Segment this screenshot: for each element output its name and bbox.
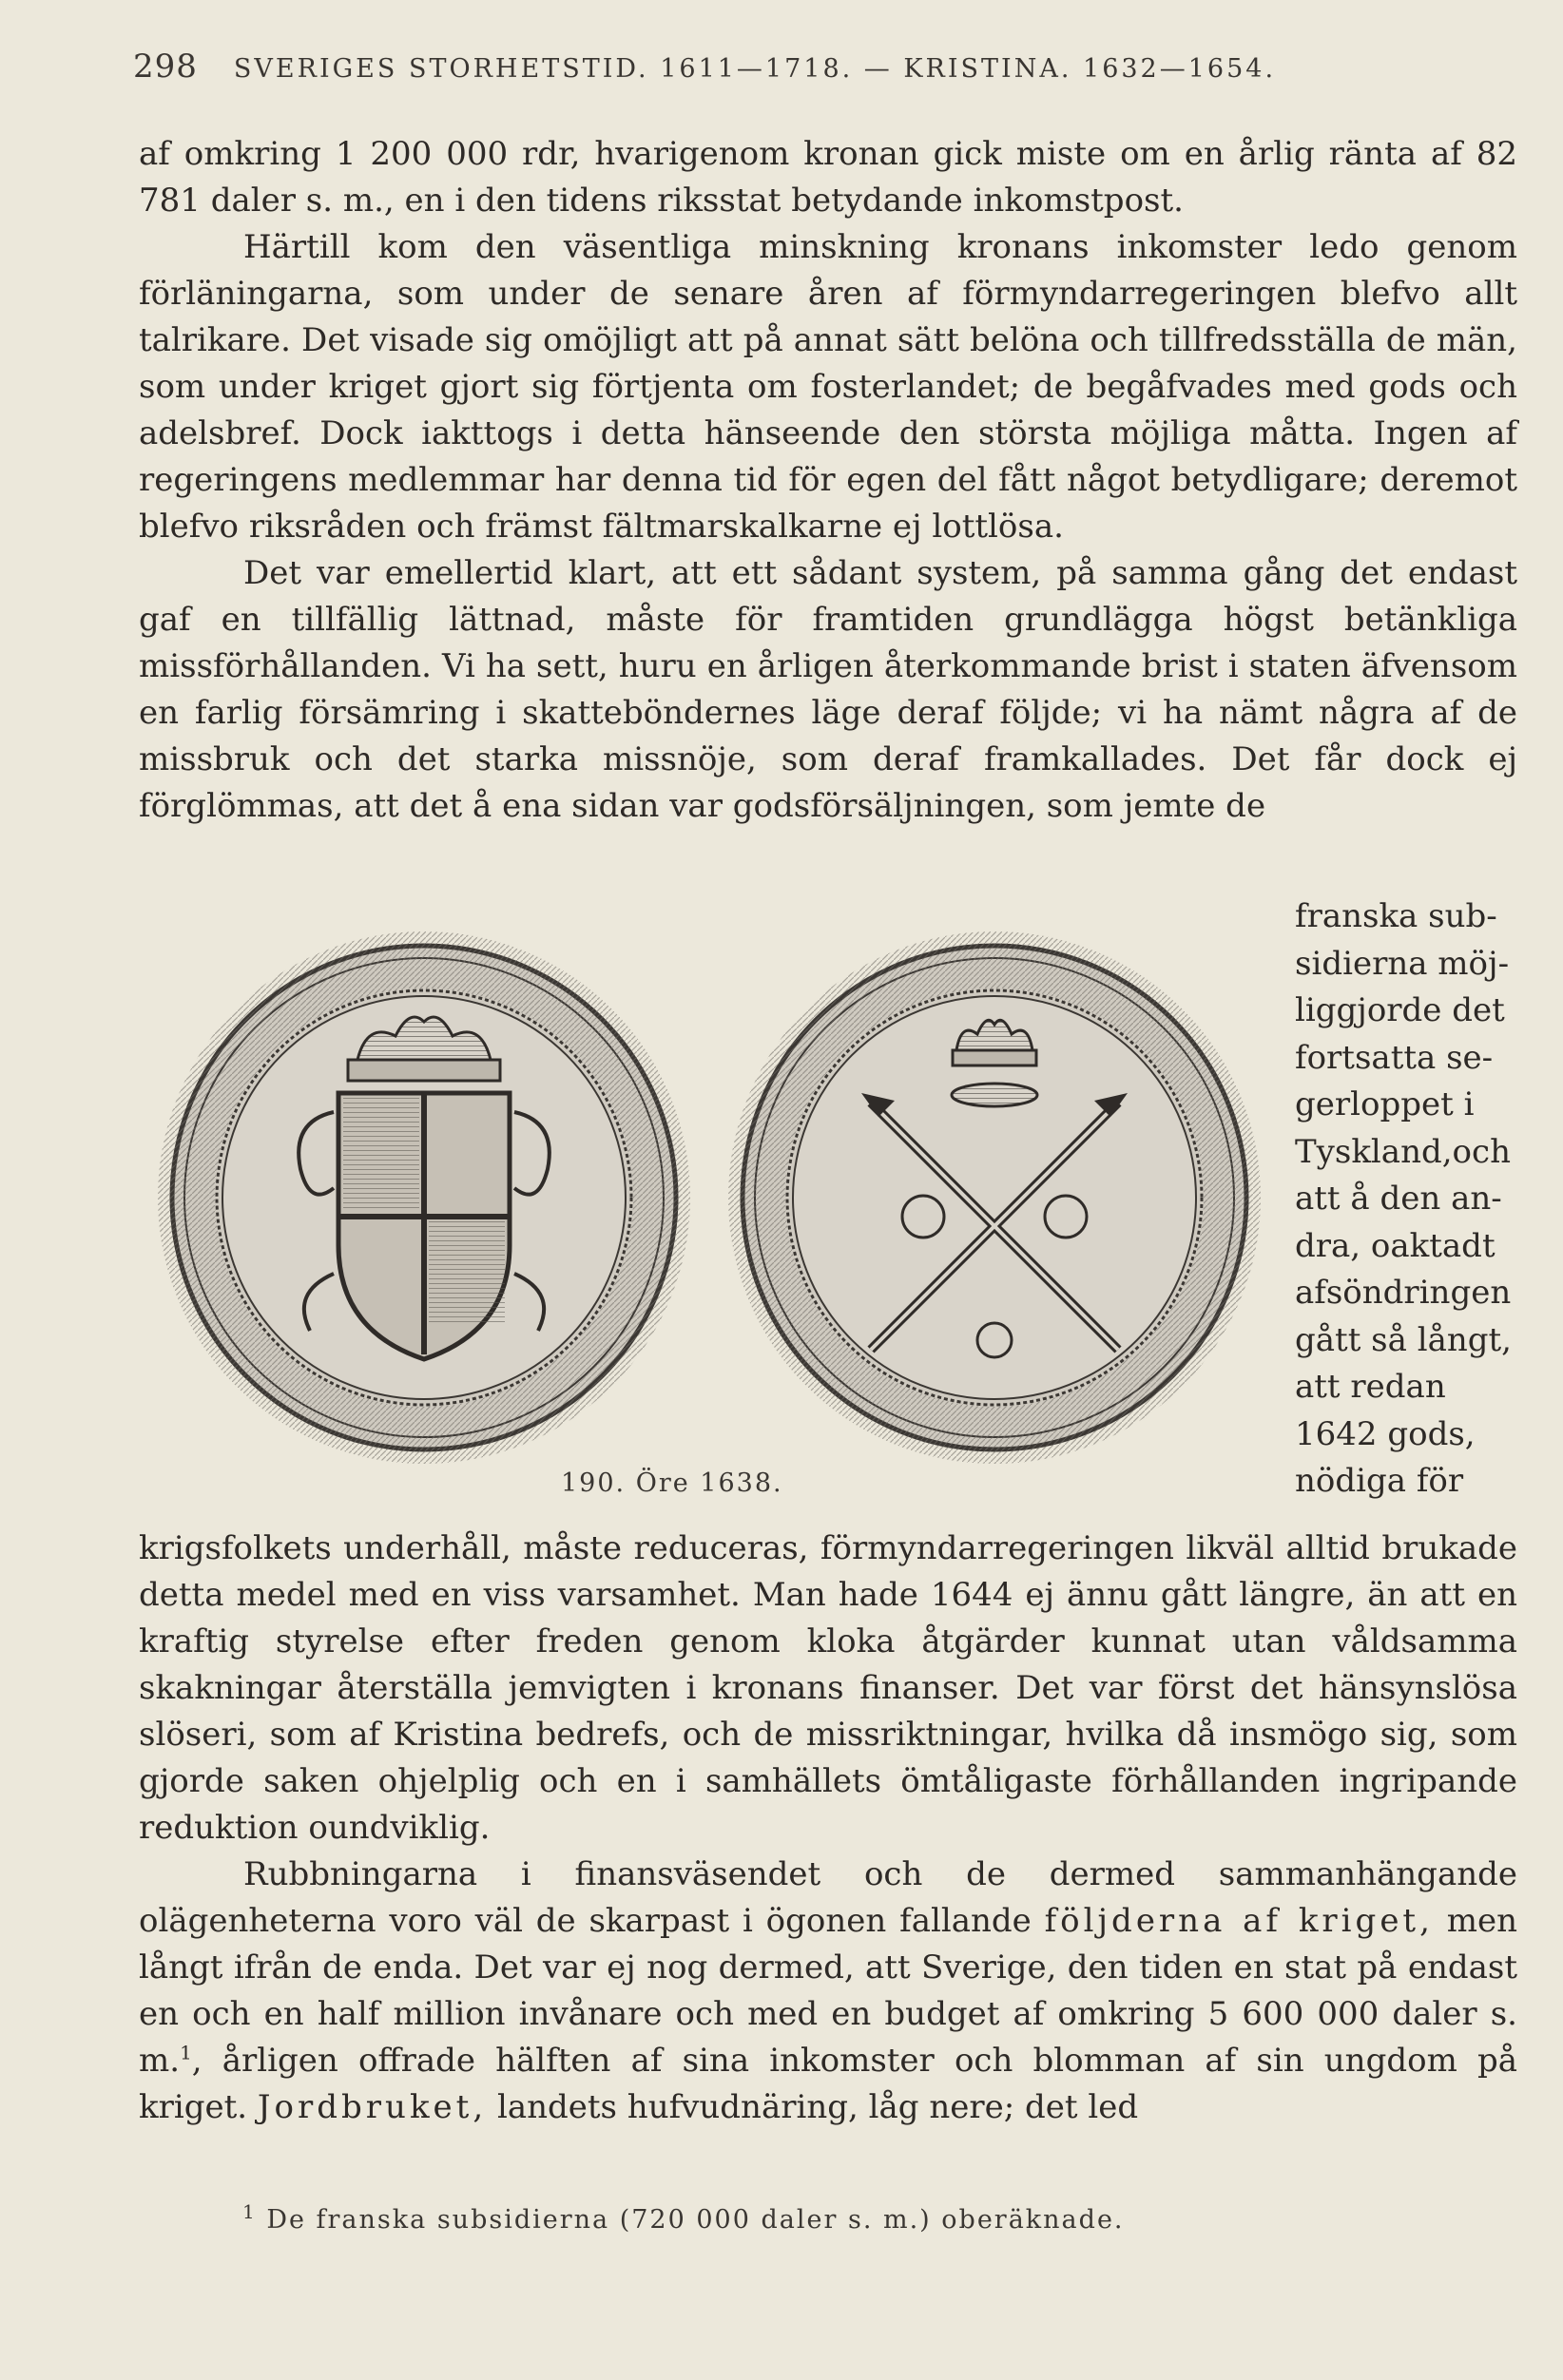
running-title: SVERIGES STORHETSTID. 1611—1718. — KRISTINA. 1632—1654. <box>233 54 1277 84</box>
figure-caption: 190. Öre 1638. <box>561 1468 783 1498</box>
figure-area <box>139 893 1517 1521</box>
side-line: sidierna möj- <box>1295 944 1510 983</box>
coin-figure <box>139 893 1270 1521</box>
coin-reverse-image <box>728 931 1261 1464</box>
emphasis-text: följderna af kriget, <box>1044 1902 1434 1940</box>
side-line: Tyskland,och <box>1295 1132 1511 1171</box>
footnote-reference[interactable]: 1 <box>180 2041 192 2064</box>
page-number: 298 <box>133 48 198 86</box>
paragraph <box>139 1852 1517 2131</box>
paragraph: krigsfolkets underhåll, måste reduceras, förmyndarregeringen likväl alltid brukade detta medel med en viss varsamhet. Man hade 1644 ej ännu gått längre, än att en kraftig styrelse efter freden genom kloka åtgärder kunnat utan våldsamma skakningar återställa jemvigten i kronans finanser. Det var först det hänsynslösa slöseri, som af Kristina bedrefs, och de missriktningar, hvilka då insmögo sig, som gjorde saken ohjelplig och en i samhällets ömtåligaste förhållanden ingripande reduktion oundviklig. <box>139 1529 1517 1847</box>
emphasis-text: Jordbruket, <box>257 2088 488 2126</box>
side-line: liggjorde det <box>1295 991 1505 1029</box>
side-text-column <box>1295 893 1517 1506</box>
paragraph-text: landets hufvudnäring, låg nere; det led <box>496 2088 1139 2126</box>
text-block-bottom <box>139 1526 1517 2131</box>
side-line: att å den an- <box>1295 1180 1502 1218</box>
paragraph-text: , årligen offrade hälften af sina inkomster och blomman af sin ungdom på kriget. <box>139 2042 1517 2126</box>
side-line: gått så långt, <box>1295 1320 1512 1359</box>
text-block-top <box>139 131 1517 830</box>
paragraph-text: men långt ifrån de enda. Det var ej nog dermed, att Sverige, den tiden en stat på endast en och en half million invånare och med en budget af omkring 5 600 000 daler s. m. <box>139 1902 1517 2080</box>
paragraph: af omkring 1 200 000 rdr, hvarigenom kronan gick miste om en årlig ränta af 82 781 daler s. m., en i den tidens riksstat betydande inkomstpost. <box>139 135 1517 220</box>
footnote-marker: 1 <box>242 2200 257 2223</box>
side-line: att redan <box>1295 1368 1446 1406</box>
side-line: gerloppet i <box>1295 1085 1475 1123</box>
side-line: franska sub- <box>1295 897 1497 935</box>
running-header <box>133 48 1521 86</box>
side-line: 1642 gods, <box>1295 1414 1476 1453</box>
side-line: fortsatta se- <box>1295 1038 1494 1077</box>
footnote-text: De franska subsidierna (720 000 daler s. m.) oberäknade. <box>266 2205 1125 2235</box>
side-line: afsöndringen <box>1295 1274 1512 1312</box>
side-line: nödiga för <box>1295 1462 1464 1500</box>
paragraph: Det var emellertid klart, att ett sådant system, på samma gång det endast gaf en tillfällig lättnad, måste för framtiden grundlägga högst betänkliga missförhållanden. Vi ha sett, huru en årligen återkommande brist i staten äfvensom en farlig försämring i skatteböndernes läge deraf följde; vi ha nämt några af de missbruk och det starka missnöje, som deraf framkallades. Det får dock ej förglömmas, att det å ena sidan var godsförsäljningen, som jemte de <box>139 554 1517 825</box>
footnote <box>242 2200 1478 2235</box>
coin-obverse-image <box>158 931 690 1464</box>
side-line: dra, oaktadt <box>1295 1226 1495 1265</box>
paragraph-text: Rubbningarna i finansväsendet och de dermed sammanhängande olägenheterna voro väl de skarpast i ögonen fallande <box>139 1855 1517 1940</box>
paragraph: Härtill kom den väsentliga minskning kronans inkomster ledo genom förläningarna, som under de senare åren af förmyndarregeringen blefvo allt talrikare. Det visade sig omöjligt att på annat sätt belöna och tillfredsställa de män, som under kriget gjort sig förtjenta om fosterlandet; de begåfvades med gods och adelsbref. Dock iakttogs i detta hänseende den största möjliga måtta. Ingen af regeringens medlemmar har denna tid för egen del fått något betydligare; deremot blefvo riksråden och främst fältmarskalkarne ej lottlösa. <box>139 228 1517 546</box>
